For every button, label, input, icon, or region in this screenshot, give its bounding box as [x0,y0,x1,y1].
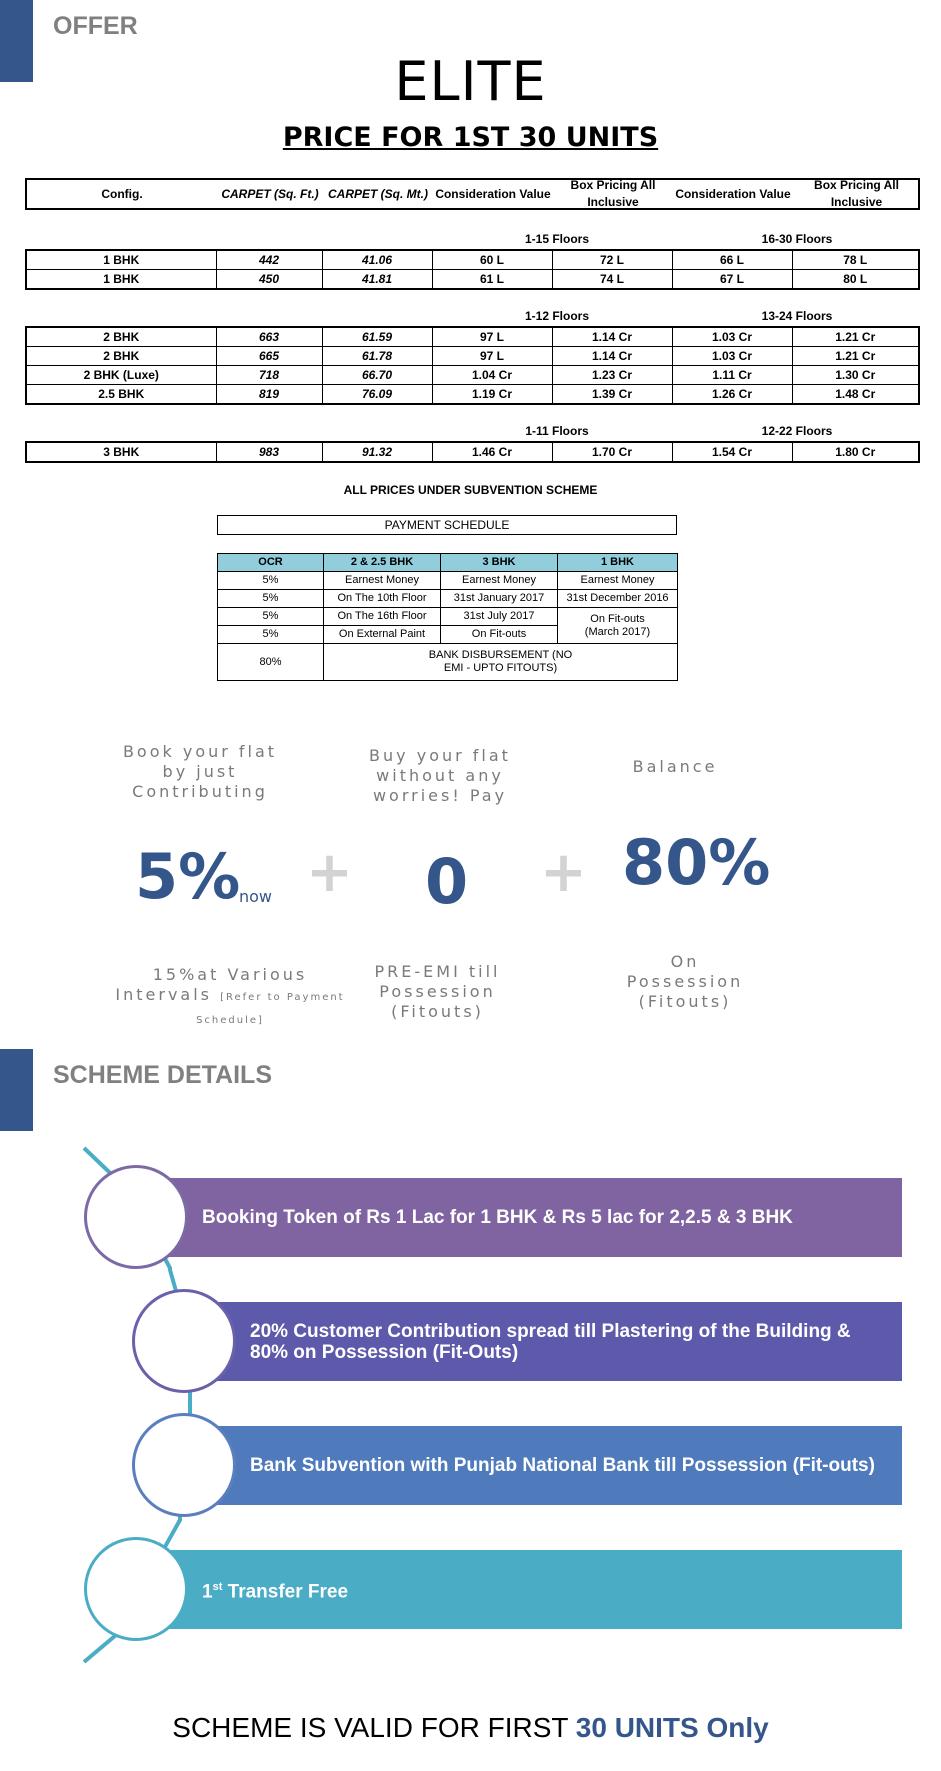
scheme-band-3 [208,1426,902,1505]
price-cell: 983 [216,442,322,462]
ps-cell: On External Paint [324,626,441,644]
price-cell: 91.32 [322,442,432,462]
ps-cell: Earnest Money [441,572,558,590]
scheme-text-4-rest: Transfer Free [222,1581,349,1603]
price-cell: 61.59 [322,327,432,347]
price-cell: 1.21 Cr [792,327,919,347]
price-group-2bhk [25,326,920,405]
price-cell: 97 L [432,327,552,347]
price-table-header [25,178,920,210]
price-cell: 1.14 Cr [552,327,672,347]
ps-cell: 31st December 2016 [558,590,678,608]
ps-cell: 5% [218,608,324,626]
payment-schedule-title: PAYMENT SCHEDULE [217,515,677,535]
price-row [26,366,919,385]
offer-tail-2: PRE-EMI till Possession (Fitouts) [374,962,501,1021]
offer-big-0: 0 [425,845,469,918]
price-cell: 1.03 Cr [672,347,792,366]
price-cell: 1.23 Cr [552,366,672,385]
offer-now: now [239,887,273,906]
price-cell: 41.81 [322,270,432,290]
ps-cell: On The 16th Floor [324,608,441,626]
price-cell: 2 BHK [26,327,216,347]
price-cell: 61.78 [322,347,432,366]
offer-lead-3: Balance [632,757,718,776]
header-consideration-a: Consideration Value [435,186,551,201]
validity-prefix: SCHEME IS VALID FOR FIRST [172,1712,576,1743]
project-title: ELITE [394,50,547,113]
floors-label: 1-15 Floors [524,232,590,246]
plus-icon: + [306,840,353,905]
price-row [26,347,919,366]
price-cell: 1.19 Cr [432,385,552,405]
price-cell: 1.26 Cr [672,385,792,405]
ps-header: 1 BHK [558,554,678,572]
price-cell: 41.06 [322,250,432,270]
price-row [26,250,919,270]
price-cell: 1 BHK [26,250,216,270]
price-cell: 1.21 Cr [792,347,919,366]
price-row [26,270,919,290]
price-cell: 819 [216,385,322,405]
header-consideration-b: Consideration Value [675,186,791,201]
price-cell: 66.70 [322,366,432,385]
ps-header: 3 BHK [441,554,558,572]
scheme-band-1 [160,1178,902,1257]
price-cell: 1.54 Cr [672,442,792,462]
offer-big-80: 80% [622,826,771,899]
price-cell: 2.5 BHK [26,385,216,405]
floors-label: 16-30 Floors [761,232,833,246]
price-cell: 1.04 Cr [432,366,552,385]
ps-cell: 31st July 2017 [441,608,558,626]
ps-cell-merged: BANK DISBURSEMENT (NO EMI - UPTO FITOUTS) [324,644,678,681]
price-cell: 1.11 Cr [672,366,792,385]
price-cell: 80 L [792,270,919,290]
price-cell: 718 [216,366,322,385]
scheme-band-4 [160,1550,902,1629]
floors-label: 1-11 Floors [525,424,589,438]
offer-tail-1-text: 15%at Various Intervals [115,965,308,1004]
subvention-note: ALL PRICES UNDER SUBVENTION SCHEME [343,483,598,497]
ps-cell: 5% [218,590,324,608]
price-cell: 97 L [432,347,552,366]
floors-label: 12-22 Floors [761,424,833,438]
scheme-section-bar [0,1049,33,1131]
ps-header: 2 & 2.5 BHK [324,554,441,572]
price-cell: 1.70 Cr [552,442,672,462]
price-cell: 1.80 Cr [792,442,919,462]
header-carpet-sqmt: CARPET (Sq. Mt.) [328,186,428,201]
price-subtitle: PRICE FOR 1ST 30 UNITS [282,122,659,153]
price-cell: 60 L [432,250,552,270]
price-cell: 1.30 Cr [792,366,919,385]
price-cell: 3 BHK [26,442,216,462]
scheme-circle-4 [84,1537,188,1641]
ps-cell: Earnest Money [558,572,678,590]
scheme-text-1: Booking Token of Rs 1 Lac for 1 BHK & Rs 5 lac for 2,2.5 & 3 BHK [202,1207,793,1228]
price-cell: 1 BHK [26,270,216,290]
price-cell: 72 L [552,250,672,270]
scheme-circle-3 [132,1413,236,1517]
ps-cell: 5% [218,572,324,590]
scheme-text-4-prefix: 1 [202,1581,213,1603]
price-row [26,327,919,347]
price-cell: 450 [216,270,322,290]
header-box-pricing-b: Box Pricing All Inclusive [814,178,899,209]
plus-icon: + [540,840,587,905]
validity-highlight: 30 UNITS Only [575,1712,769,1743]
price-cell: 74 L [552,270,672,290]
ps-cell: On The 10th Floor [324,590,441,608]
price-cell: 78 L [792,250,919,270]
price-cell: 1.46 Cr [432,442,552,462]
price-row [26,442,919,462]
scheme-band-2 [208,1302,902,1381]
header-box-pricing-a: Box Pricing All Inclusive [570,178,656,209]
price-cell: 663 [216,327,322,347]
scheme-title: SCHEME DETAILS [53,1061,272,1089]
offer-tail-1-small: [Refer to Payment Schedule] [196,992,345,1026]
scheme-text-4 [202,1577,348,1602]
floors-label: 1-12 Floors [524,309,590,323]
price-cell: 61 L [432,270,552,290]
validity-footer [0,1712,941,1744]
ps-header: OCR [218,554,324,572]
ps-cell-merged: On Fit-outs (March 2017) [558,608,678,644]
ps-cell: On Fit-outs [441,626,558,644]
offer-tail-3: On Possession (Fitouts) [626,952,744,1011]
offer-tail-1 [110,965,350,1031]
price-cell: 1.14 Cr [552,347,672,366]
price-cell: 442 [216,250,322,270]
ps-cell: Earnest Money [324,572,441,590]
offer-lead-2: Buy your flat without any worries! Pay [369,746,511,805]
ps-cell: 31st January 2017 [441,590,558,608]
price-cell: 1.03 Cr [672,327,792,347]
price-cell: 66 L [672,250,792,270]
price-cell: 2 BHK [26,347,216,366]
price-row [26,385,919,405]
floors-label: 13-24 Floors [761,309,833,323]
price-cell: 67 L [672,270,792,290]
scheme-circle-2 [132,1289,236,1393]
price-group-1bhk [25,249,920,290]
offer-lead-1: Book your flat by just Contributing [122,742,278,801]
ps-cell: 80% [218,644,324,681]
header-carpet-sqft: CARPET (Sq. Ft.) [221,186,319,201]
price-cell: 2 BHK (Luxe) [26,366,216,385]
ps-cell: 5% [218,626,324,644]
scheme-text-2: 20% Customer Contribution spread till Plastering of the Building & 80% on Possession (Fit-Outs) [250,1320,851,1363]
price-cell: 1.48 Cr [792,385,919,405]
price-cell: 1.39 Cr [552,385,672,405]
scheme-text-4-sup: st [212,1580,223,1593]
offer-big-5: 5% [135,840,241,913]
scheme-text-3: Bank Subvention with Punjab National Bank till Possession (Fit-outs) [250,1455,875,1476]
payment-schedule-table [217,553,678,681]
scheme-circle-1 [84,1165,188,1269]
price-cell: 665 [216,347,322,366]
price-cell: 76.09 [322,385,432,405]
header-config: Config. [101,186,143,201]
offer-title: OFFER [53,12,138,40]
price-group-3bhk [25,441,920,463]
